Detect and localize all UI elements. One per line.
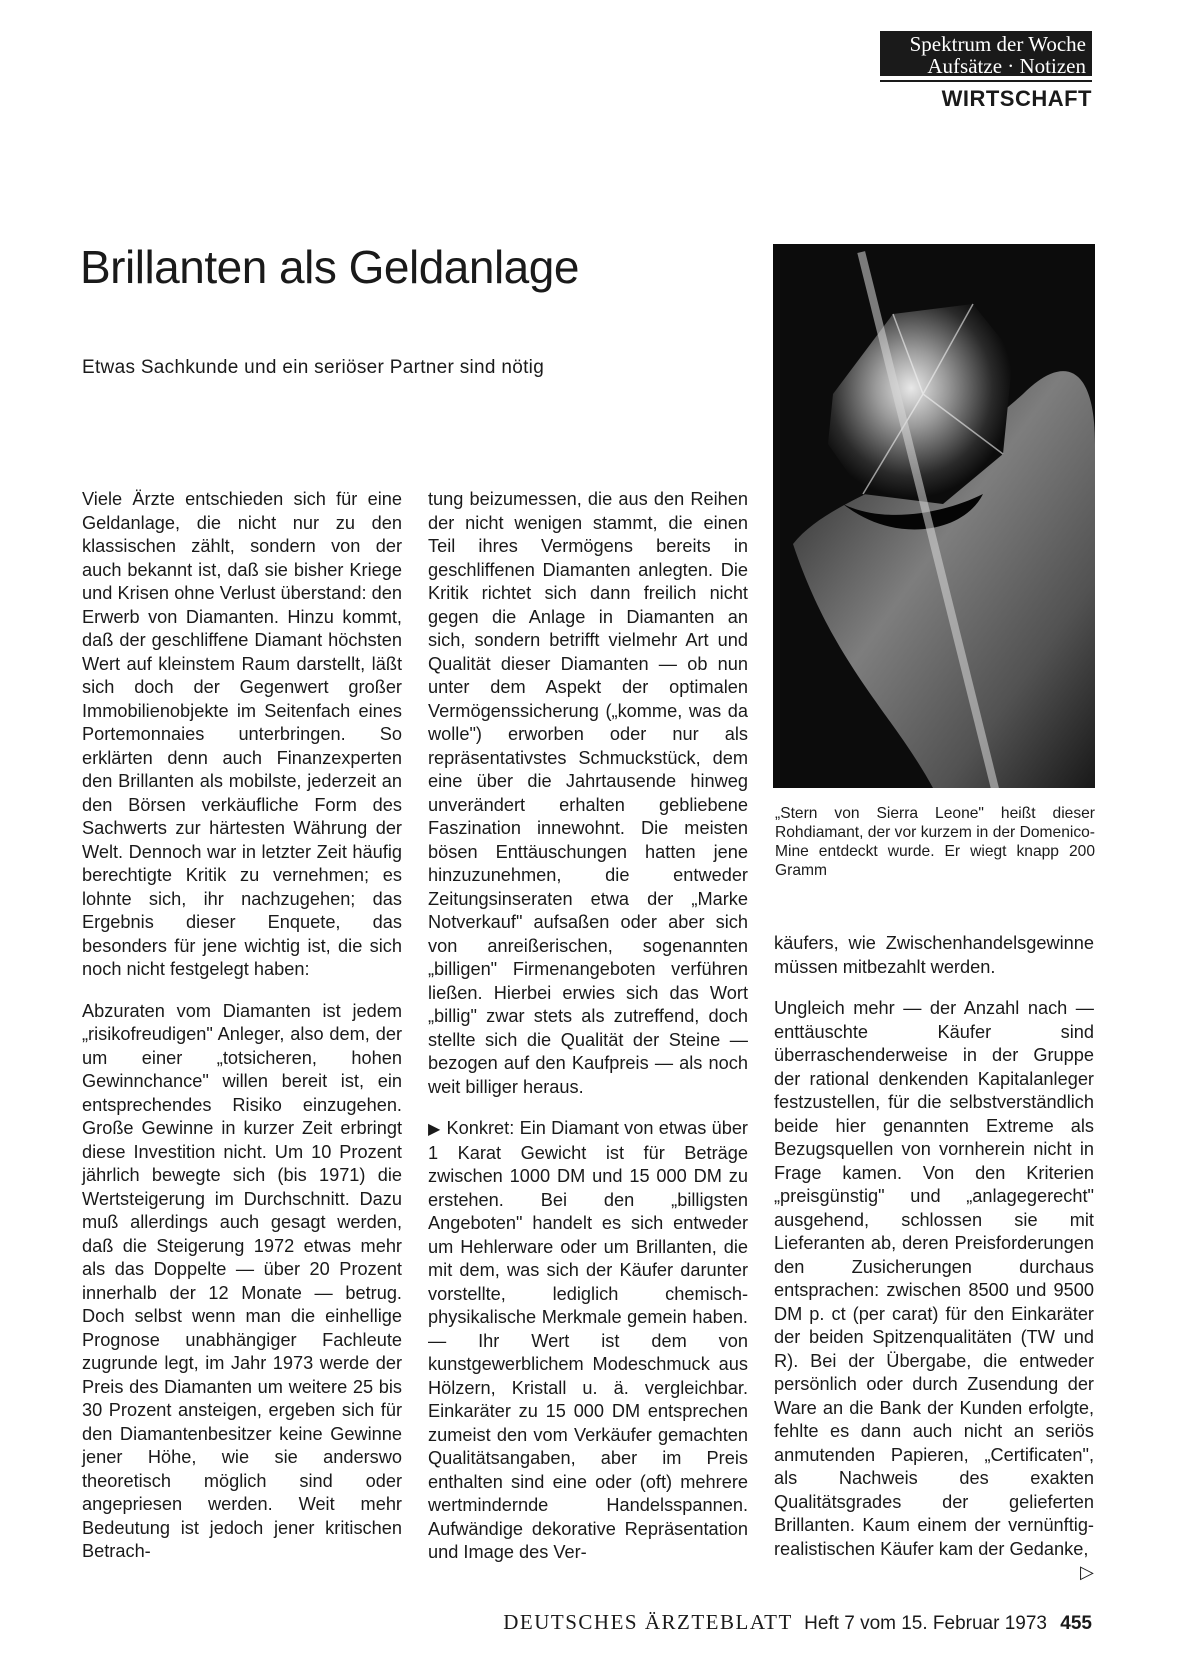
paragraph: käufers, wie Zwischenhandelsgewinne müssen mitbezahlt werden. — [774, 933, 1094, 977]
diamond-photo — [773, 244, 1095, 788]
section-label: WIRTSCHAFT — [941, 86, 1092, 111]
continue-arrow-icon: ▷ — [1080, 1562, 1094, 1582]
page-footer — [503, 1610, 1092, 1635]
play-arrow-icon: ▶ — [428, 1121, 441, 1138]
article-title: Brillanten als Geldanlage — [80, 241, 579, 293]
header-box-line2: Aufsätze · Notizen — [927, 54, 1086, 78]
paragraph — [774, 997, 1094, 1582]
article-subtitle: Etwas Sachkunde und ein seriöser Partner sind nötig — [82, 357, 545, 378]
issue-info: Heft 7 vom 15. Februar 1973 — [804, 1613, 1048, 1634]
paragraph-text: Ungleich mehr — der Anzahl nach — enttäuschte Käufer sind überraschenderweise in der Gruppe der rational denkenden Kapitalanleger festzustellen, für die selbstverständlich beide hier genannten Extreme als Bezugsquellen von vornherein nicht in Frage kamen. Von den Kriterien „preisgünstig" und „anlagegerecht" ausgehend, schlossen sie mit Lieferanten ab, deren Preisforderungen den Zusicherungen durchaus entsprachen: zwischen 8500 und 9500 DM p. ct (per carat) für den Einkaräter der beiden Spitzenqualitäten (TW und R). Bei der Übergabe, die entweder persönlich oder durch Zusendung der Ware an die Bank der Kunden erfolgte, fehlte es dann auch nicht an seriös anmutenden Papieren, „Certificaten", als Nachweis des exakten Qualitätsgrades der gelieferten Brillanten. Kaum einem der vernünftig-realistischen Käufer kam der Gedanke, — [774, 998, 1094, 1559]
article-column-2 — [428, 488, 748, 1583]
section-header-box — [880, 31, 1092, 76]
paragraph: tung beizumessen, die aus den Reihen der nicht wenigen stammt, die einen Teil ihres Vermögens bereits in geschliffenen Diamanten anlegten. Die Kritik richtet sich dann freilich nicht gegen die Anlage in Diamanten an sich, sondern betrifft vielmehr Art und Qualität dieser Diamanten — ob nun unter dem Aspekt der optimalen Vermögenssicherung („komme, was da wolle") erworben oder nur als repräsentativstes Schmuckstück, dem eine über die Jahrtausende hinweg unverändert erhalten gebliebene Faszination innewohnt. Die meisten bösen Enttäuschungen hatten jene hinzuzunehmen, die entweder Zeitungsinseraten etwa der „Marke Notverkauf" aufsaßen oder aber sich von anreißerischen, sogenannten „billigen" Firmenangeboten verführen ließen. Hierbei erwies sich das Wort „billig" zwar stets als zutreffend, doch stellte sich die Qualität der Steine — bezogen auf den Kaufpreis — als noch weit billiger heraus. — [428, 489, 748, 1097]
paragraph-text: Konkret: Ein Diamant von etwas über 1 Karat Gewicht ist für Beträge zwischen 1000 DM und 15 000 DM zu erstehen. Bei den „billigsten Angeboten" handelt es sich entweder um Hehlerware oder um Brillanten, die mit dem, was sich der Käufer darunter vorstellte, lediglich chemisch-physikalische Merkmale gemein haben. — Ihr Wert ist dem von kunstgewerblichem Modeschmuck aus Hölzern, Kristall u. ä. vergleichbar. Einkaräter zu 15 000 DM entsprechen zumeist den vom Verkäufer gemachten Qualitätsangaben, aber im Preis enthalten sind eine oder (oft) mehrere wertmindernde Handelsspannen. Aufwändige dekorative Repräsentation und Image des Ver- — [428, 1118, 748, 1562]
header-box-line1: Spektrum der Woche — [909, 32, 1086, 56]
photo-caption: „Stern von Sierra Leone" heißt dieser Rohdiamant, der vor kurzem in der Domenico-Mine entdeckt wurde. Er wiegt knapp 200 Gramm — [775, 805, 1095, 879]
paragraph — [428, 1117, 748, 1565]
article-column-3 — [774, 932, 1094, 1585]
page-number: 455 — [1060, 1613, 1092, 1634]
header-divider — [880, 80, 1092, 82]
paragraph: Viele Ärzte entschieden sich für eine Geldanlage, die nicht nur zu den klassischen zählt, sondern von der auch bekannt ist, daß sie bisher Kriege und Krisen ohne Verlust überstand: den Erwerb von Diamanten. Hinzu kommt, daß der geschliffene Diamant höchsten Wert auf kleinstem Raum darstellt, läßt sich doch der Gegenwert großer Immobilienobjekte im Seitenfach eines Portemonnaies unterbringen. So erklärten denn auch Finanzexperten den Brillanten als mobilste, jederzeit an den Börsen verkäufliche Form des Sachwerts zur härtesten Währung der Welt. Dennoch war in letzter Zeit häufig berechtigte Kritik zu vernehmen; es lohnte sich, ihr nachzugehen; das Ergebnis dieser Enquete, das besonders für jene wichtig ist, die sich noch nicht festgelegt haben: — [82, 489, 402, 979]
diamond-photo-image — [773, 244, 1095, 788]
paragraph: Abzuraten vom Diamanten ist jedem „risikofreudigen" Anleger, also dem, der um einer „totsicheren, hohen Gewinnchance" willen bereit ist, ein entsprechendes Risiko einzugehen. Große Gewinne in kurzer Zeit erbringt diese Investition nicht. Um 10 Prozent jährlich bewegte sich (bis 1971) die Wertsteigerung im Durchschnitt. Dazu muß allerdings auch gesagt werden, daß die Steigerung 1972 etwas mehr als das Doppelte — über 20 Prozent innerhalb der 12 Monate — betrug. Doch selbst wenn man die einhellige Prognose unabhängiger Fachleute zugrunde legt, im Jahr 1973 werde der Preis des Diamanten um weitere 25 bis 30 Prozent ansteigen, ergeben sich für den Diamantenbesitzer keine Gewinne jener Höhe, wie sie anderswo theoretisch möglich sind oder angepriesen werden. Weit mehr Bedeutung ist jedoch jener kritischen Betrach- — [82, 1000, 402, 1561]
article-column-1 — [82, 488, 402, 1582]
publication-name: DEUTSCHES ÄRZTEBLATT — [503, 1610, 793, 1634]
